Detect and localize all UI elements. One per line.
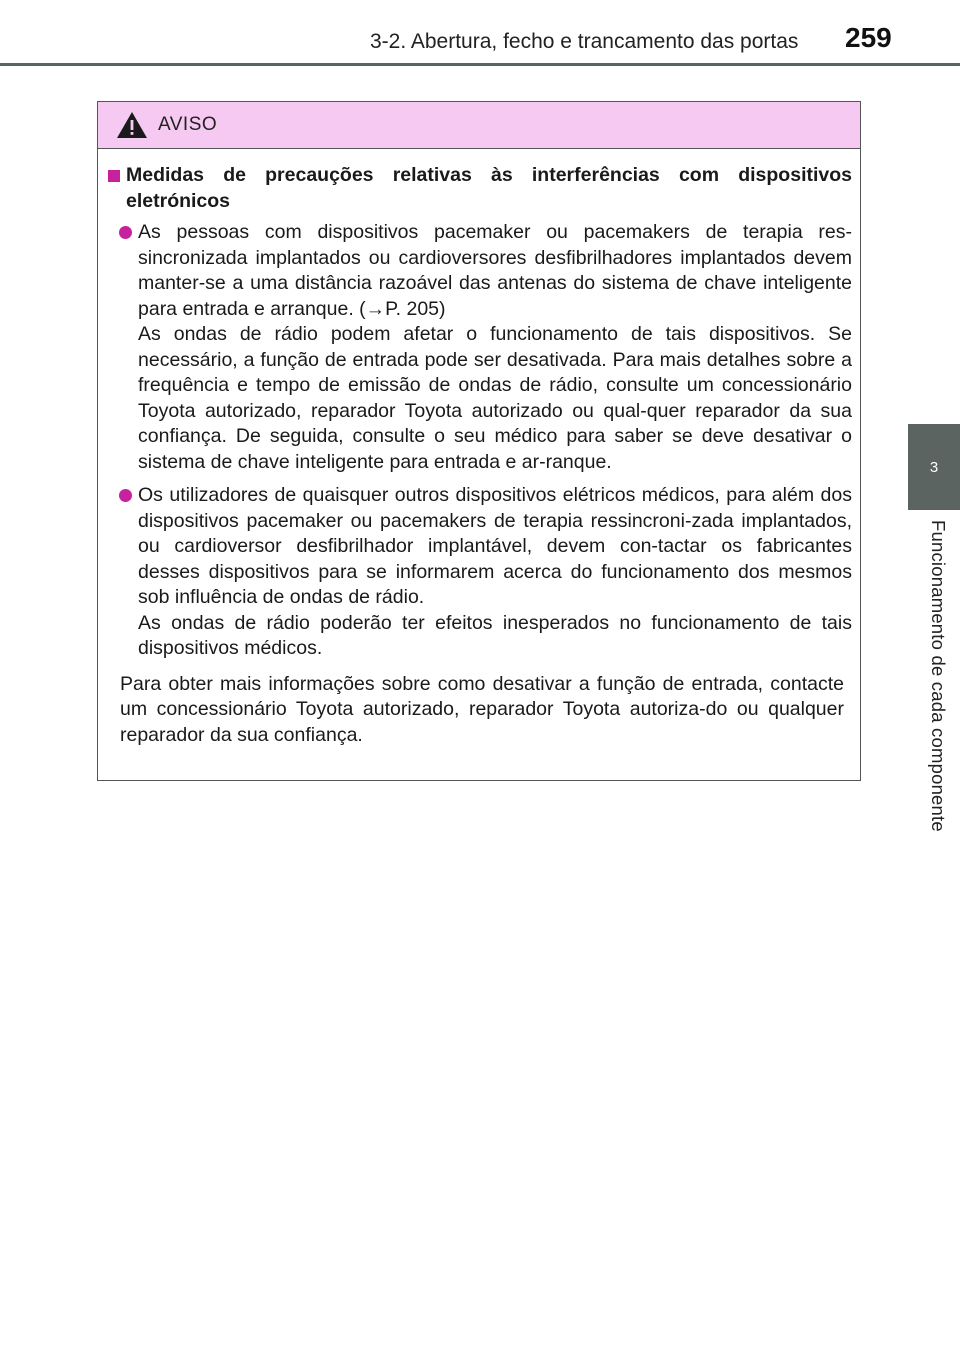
bullet-paragraph: As pessoas com dispositivos pacemaker ou pacemakers de terapia res-sincronizada implantados ou cardioversores desfibrilhadores implantados devem manter-se a uma distância razoável das antenas do sistema de chave inteligente para entrada e arranque. (→P. 205)	[138, 221, 852, 320]
circle-bullet-icon	[119, 226, 132, 239]
bullet-item-pacemaker	[119, 220, 852, 475]
warning-header	[98, 102, 860, 149]
bullet-item-medical-devices	[119, 483, 852, 662]
closing-paragraph: Para obter mais informações sobre como desativar a função de entrada, contacte um concessionário Toyota autorizado, reparador Toyota autoriza-do ou qualquer reparador da sua confiança.	[120, 672, 844, 746]
page-number: 259	[845, 22, 892, 53]
chapter-title: Funcionamento de cada componente	[928, 520, 949, 832]
warning-heading	[108, 163, 852, 214]
chapter-number: 3	[929, 458, 939, 476]
warning-content	[98, 149, 860, 748]
warning-triangle-icon	[116, 111, 148, 139]
warning-heading-text: Medidas de precauções relativas às interferências com dispositivos eletrónicos	[126, 164, 852, 212]
chapter-tab	[908, 424, 960, 510]
square-bullet-icon	[108, 170, 120, 182]
section-title: 3-2. Abertura, fecho e trancamento das portas	[370, 30, 799, 53]
circle-bullet-icon	[119, 489, 132, 502]
bullet-body	[138, 220, 852, 475]
bullet-paragraph: Os utilizadores de quaisquer outros dispositivos elétricos médicos, para além dos dispositivos pacemaker ou pacemakers de terapia ressincroni-zada implantados, ou cardioversor desfibrilhador implantável, devem con-tactar os fabricantes desses dispositivos para se informarem acerca do funcionamento dos mesmos sob influência de ondas de rádio.	[138, 484, 852, 608]
bullet-paragraph: As ondas de rádio poderão ter efeitos inesperados no funcionamento de tais dispositivos médicos.	[138, 611, 852, 659]
header-divider	[0, 63, 960, 66]
bullet-body	[138, 483, 852, 662]
bullet-paragraph: As ondas de rádio podem afetar o funcionamento de tais dispositivos. Se necessário, a função de entrada pode ser desativada. Para mais detalhes sobre a frequência e tempo de emissão de ondas de rádio, consulte um concessionário Toyota autorizado, reparador Toyota autorizado ou qual-quer reparador da sua confiança. De seguida, consulte o seu médico para saber se deve desativar o sistema de chave inteligente para entrada e ar-ranque.	[138, 323, 852, 473]
warning-box	[97, 101, 861, 781]
warning-title: AVISO	[158, 114, 218, 135]
